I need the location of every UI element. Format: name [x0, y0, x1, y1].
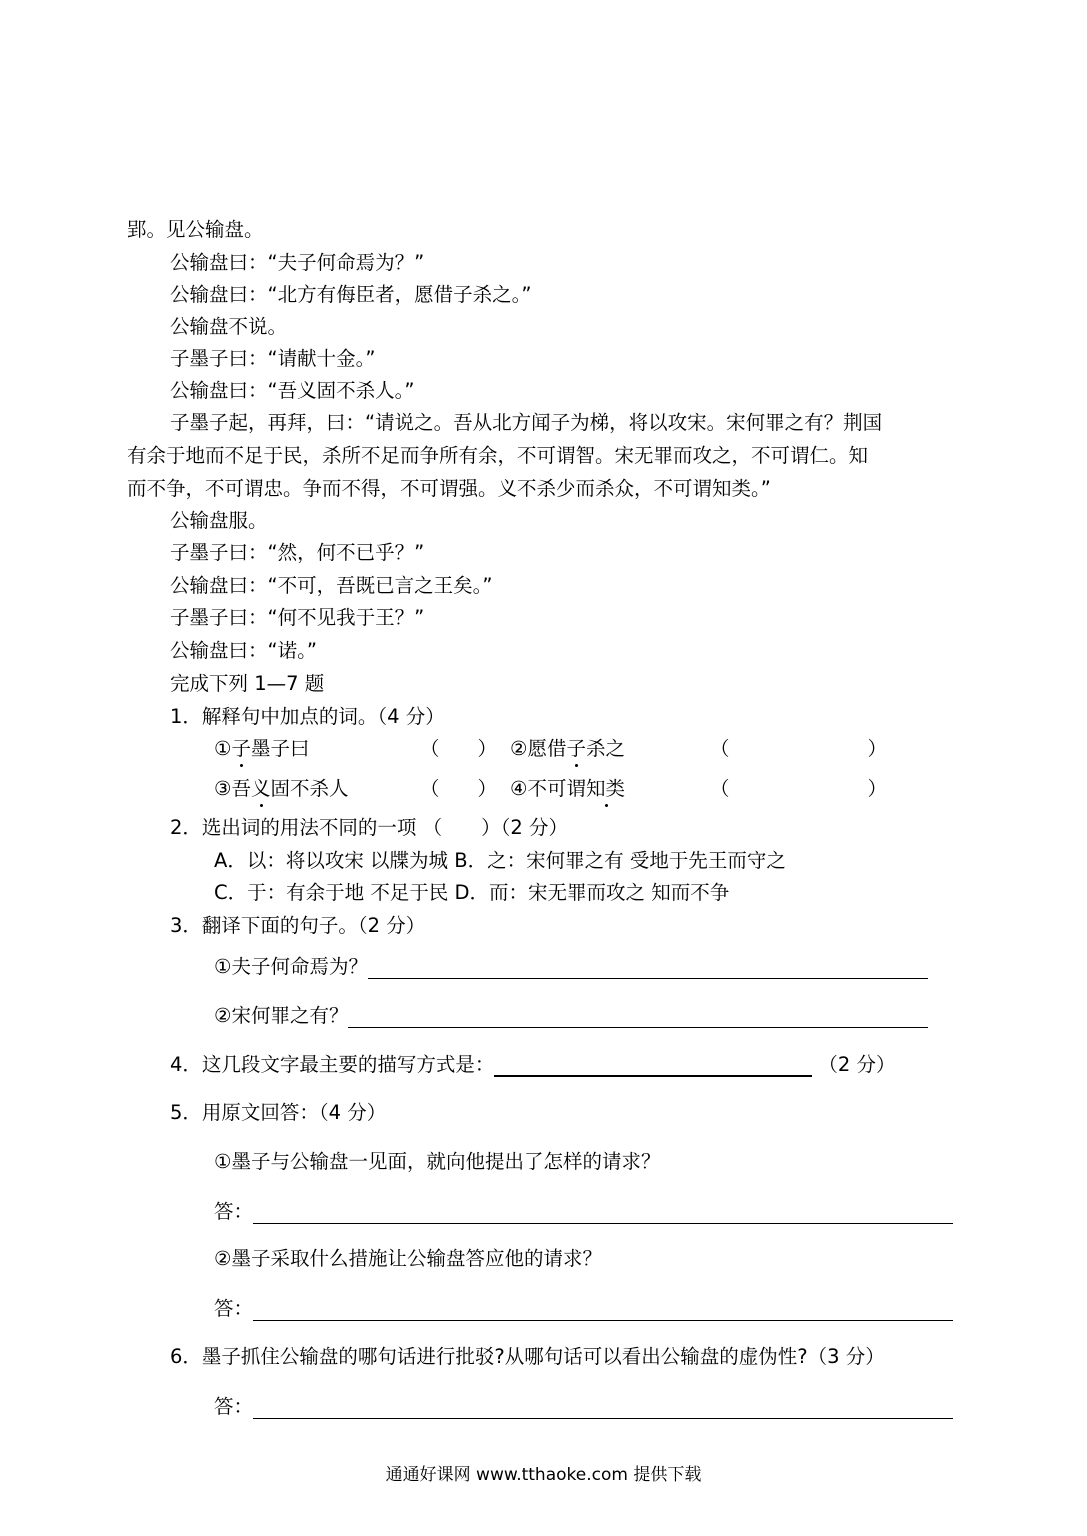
passage-line: 郢。见公输盘。: [127, 218, 264, 241]
q2-options-ab: A．以：将以攻宋 以牒为城 B．之：宋何罪之有 受地于先王而守之: [214, 849, 786, 872]
passage-line: 子墨子起，再拜，曰：“请说之。吾从北方闻子为梯，将以攻宋。宋何罪之有？荆国: [170, 411, 883, 434]
passage-line: 公输盘曰：“诺。”: [170, 639, 317, 662]
q4: 4．这几段文字最主要的描写方式是： （2 分）: [170, 1053, 896, 1076]
q5-answer-1: 答：: [214, 1200, 953, 1224]
q1-item-2: ②愿借子杀之: [510, 737, 626, 760]
instruction: 完成下列 1—7 题: [170, 672, 325, 695]
q5-question-2: ②墨子采取什么措施让公输盘答应他的请求？: [214, 1247, 602, 1270]
q1-answer-2[interactable]: （ ）: [710, 737, 888, 760]
q5-title: 5．用原文回答：（4 分）: [170, 1101, 387, 1124]
passage-line: 公输盘不说。: [170, 315, 288, 338]
passage-line: 公输盘曰：“北方有侮臣者，愿借子杀之。”: [170, 283, 532, 306]
answer-line[interactable]: [253, 1398, 953, 1419]
q1-answer-1[interactable]: （ ）: [420, 737, 498, 760]
answer-line[interactable]: [253, 1300, 953, 1321]
answer-line[interactable]: [253, 1203, 953, 1224]
passage-line: 公输盘曰：“夫子何命焉为？”: [170, 251, 425, 274]
q2-options-cd: C．于：有余于地 不足于民 D．而：宋无罪而攻之 知而不争: [214, 881, 730, 904]
answer-line[interactable]: [348, 1007, 928, 1028]
q6-answer: 答：: [214, 1395, 953, 1419]
q1-item-3: ③吾义固不杀人: [214, 777, 349, 800]
q3-sentence-2: ②宋何罪之有？: [214, 1004, 928, 1028]
passage-line: 子墨子曰：“何不见我于王？”: [170, 606, 425, 629]
q5-answer-2: 答：: [214, 1297, 953, 1321]
passage-line: 子墨子曰：“然，何不已乎？”: [170, 541, 425, 564]
passage-line: 而不争，不可谓忠。争而不得，不可谓强。义不杀少而杀众，不可谓知类。”: [127, 477, 771, 500]
passage-line: 子墨子曰：“请献十金。”: [170, 347, 376, 370]
q1-answer-4[interactable]: （ ）: [710, 777, 888, 800]
q1-answer-3[interactable]: （ ）: [420, 777, 498, 800]
footer-credit: 通通好课网 www.tthaoke.com 提供下载: [385, 1465, 702, 1485]
q1-title: 1．解释句中加点的词。（4 分）: [170, 705, 445, 728]
answer-line[interactable]: [494, 1055, 812, 1077]
q1-item-4: ④不可谓知类: [510, 777, 626, 800]
q3-title: 3．翻译下面的句子。（2 分）: [170, 914, 426, 937]
q5-question-1: ①墨子与公输盘一见面，就向他提出了怎样的请求？: [214, 1150, 661, 1173]
q1-item-1: ①子墨子曰: [214, 737, 310, 760]
passage-line: 公输盘曰：“吾义固不杀人。”: [170, 379, 415, 402]
passage-line: 有余于地而不足于民，杀所不足而争所有余，不可谓智。宋无罪而攻之，不可谓仁。知: [127, 444, 869, 467]
q3-sentence-1: ①夫子何命焉为？: [214, 955, 928, 979]
answer-line[interactable]: [368, 958, 928, 979]
q6-title: 6．墨子抓住公输盘的哪句话进行批驳?从哪句话可以看出公输盘的虚伪性?（3 分）: [170, 1345, 885, 1368]
passage-line: 公输盘服。: [170, 509, 268, 532]
q2-title: 2．选出词的用法不同的一项 （ ）（2 分）: [170, 816, 568, 839]
passage-line: 公输盘曰：“不可，吾既已言之王矣。”: [170, 574, 493, 597]
